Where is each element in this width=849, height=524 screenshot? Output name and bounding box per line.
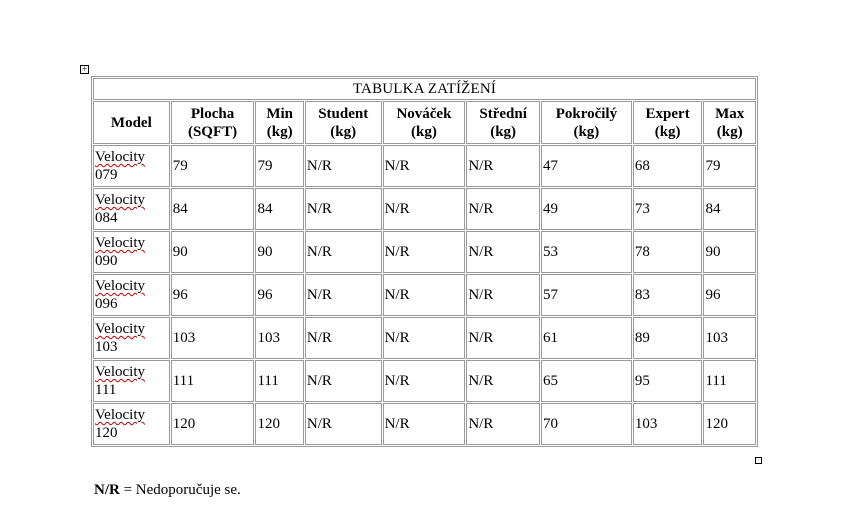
table-body bbox=[93, 145, 756, 445]
column-header-unit: (kg) bbox=[266, 123, 293, 140]
table-cell: N/R bbox=[305, 317, 382, 359]
model-name: Velocity bbox=[95, 192, 145, 208]
model-cell bbox=[93, 188, 170, 230]
model-name: Velocity bbox=[95, 321, 145, 337]
table-row bbox=[93, 231, 756, 273]
table-row bbox=[93, 360, 756, 402]
model-cell bbox=[93, 403, 170, 445]
column-header bbox=[93, 101, 170, 144]
table-title: TABULKA ZATÍŽENÍ bbox=[93, 78, 756, 100]
table-cell: 65 bbox=[541, 360, 632, 402]
model-name: Velocity bbox=[95, 149, 145, 165]
column-header-label: Student bbox=[318, 105, 369, 122]
table-cell: 96 bbox=[255, 274, 303, 316]
table-cell: N/R bbox=[383, 231, 466, 273]
table-cell: N/R bbox=[305, 403, 382, 445]
model-cell bbox=[93, 145, 170, 187]
table-cell: 120 bbox=[171, 403, 255, 445]
table-cell: N/R bbox=[383, 188, 466, 230]
column-header-unit: (kg) bbox=[573, 123, 600, 140]
table-cell: 90 bbox=[703, 231, 756, 273]
column-header-label: Max bbox=[715, 105, 745, 122]
table-cell: 103 bbox=[255, 317, 303, 359]
column-header-unit: (kg) bbox=[411, 123, 437, 140]
model-number: 090 bbox=[95, 253, 118, 269]
column-header bbox=[703, 101, 756, 144]
table-cell: 103 bbox=[633, 403, 703, 445]
table-cell: N/R bbox=[383, 403, 466, 445]
table-cell: N/R bbox=[383, 145, 466, 187]
column-header bbox=[305, 101, 382, 144]
table-cell: N/R bbox=[305, 360, 382, 402]
table-cell: 53 bbox=[541, 231, 632, 273]
model-cell bbox=[93, 317, 170, 359]
table-cell: 79 bbox=[171, 145, 255, 187]
model-cell bbox=[93, 231, 170, 273]
table-cell: N/R bbox=[305, 145, 382, 187]
table-cell: N/R bbox=[466, 403, 540, 445]
table-cell: 47 bbox=[541, 145, 632, 187]
table-move-handle-icon[interactable]: + bbox=[81, 64, 88, 74]
column-header bbox=[255, 101, 303, 144]
table-cell: 78 bbox=[633, 231, 703, 273]
column-header bbox=[383, 101, 466, 144]
footnote bbox=[94, 482, 241, 499]
table-cell: N/R bbox=[383, 360, 466, 402]
column-header-label: Nováček bbox=[396, 105, 452, 122]
table-cell: 96 bbox=[703, 274, 756, 316]
column-header-unit: (kg) bbox=[716, 123, 743, 140]
table-cell: N/R bbox=[466, 360, 540, 402]
table-cell: 90 bbox=[255, 231, 303, 273]
table-cell: N/R bbox=[466, 274, 540, 316]
table-row bbox=[93, 317, 756, 359]
table-cell: 84 bbox=[171, 188, 255, 230]
column-header-unit: (SQFT) bbox=[187, 123, 238, 140]
header-row bbox=[93, 101, 756, 144]
table-resize-handle-icon[interactable] bbox=[755, 457, 762, 464]
table-cell: 111 bbox=[703, 360, 756, 402]
column-header-label: Plocha bbox=[190, 105, 235, 122]
table-cell: N/R bbox=[466, 145, 540, 187]
column-header bbox=[466, 101, 540, 144]
table-cell: 84 bbox=[255, 188, 303, 230]
column-header-label: Expert bbox=[645, 105, 690, 122]
table-cell: 120 bbox=[703, 403, 756, 445]
model-number: 079 bbox=[95, 167, 118, 183]
table-cell: 73 bbox=[633, 188, 703, 230]
column-header bbox=[541, 101, 632, 144]
table-cell: 111 bbox=[255, 360, 303, 402]
table-cell: N/R bbox=[305, 274, 382, 316]
model-number: 120 bbox=[95, 425, 118, 441]
table-cell: 68 bbox=[633, 145, 703, 187]
model-name: Velocity bbox=[95, 235, 145, 251]
table-cell: N/R bbox=[383, 274, 466, 316]
column-header-unit: (kg) bbox=[490, 123, 517, 140]
table-cell: N/R bbox=[466, 188, 540, 230]
model-cell bbox=[93, 274, 170, 316]
table-cell: 120 bbox=[255, 403, 303, 445]
model-name: Velocity bbox=[95, 278, 145, 294]
model-number: 103 bbox=[95, 339, 118, 355]
column-header-label: Model bbox=[110, 114, 152, 131]
model-name: Velocity bbox=[95, 364, 145, 380]
table-cell: 84 bbox=[703, 188, 756, 230]
table-cell: 79 bbox=[255, 145, 303, 187]
table-row bbox=[93, 274, 756, 316]
table-cell: 103 bbox=[171, 317, 255, 359]
table-row bbox=[93, 145, 756, 187]
table-cell: N/R bbox=[305, 188, 382, 230]
model-cell bbox=[93, 360, 170, 402]
column-header-unit: (kg) bbox=[654, 123, 681, 140]
table-cell: 79 bbox=[703, 145, 756, 187]
table-cell: 57 bbox=[541, 274, 632, 316]
table-cell: N/R bbox=[305, 231, 382, 273]
column-header bbox=[171, 101, 255, 144]
model-number: 111 bbox=[95, 382, 117, 398]
table-cell: 89 bbox=[633, 317, 703, 359]
table-cell: 90 bbox=[171, 231, 255, 273]
table-row bbox=[93, 403, 756, 445]
table-cell: 49 bbox=[541, 188, 632, 230]
footnote-abbr: N/R bbox=[94, 482, 120, 498]
model-name: Velocity bbox=[95, 407, 145, 423]
table-cell: 103 bbox=[703, 317, 756, 359]
model-number: 084 bbox=[95, 210, 118, 226]
table-cell: 83 bbox=[633, 274, 703, 316]
column-header-unit: (kg) bbox=[330, 123, 357, 140]
table-cell: 111 bbox=[171, 360, 255, 402]
table-row bbox=[93, 188, 756, 230]
load-table bbox=[91, 76, 758, 447]
table-cell: 70 bbox=[541, 403, 632, 445]
table-cell: N/R bbox=[383, 317, 466, 359]
footnote-text: = Nedoporučuje se. bbox=[119, 482, 241, 498]
table-cell: N/R bbox=[466, 317, 540, 359]
table-cell: 96 bbox=[171, 274, 255, 316]
column-header bbox=[633, 101, 703, 144]
model-number: 096 bbox=[95, 296, 118, 312]
table-cell: 95 bbox=[633, 360, 703, 402]
column-header-label: Pokročilý bbox=[555, 105, 618, 122]
column-header-label: Min bbox=[266, 105, 293, 122]
table-cell: N/R bbox=[466, 231, 540, 273]
table-cell: 61 bbox=[541, 317, 632, 359]
column-header-label: Střední bbox=[479, 105, 527, 122]
